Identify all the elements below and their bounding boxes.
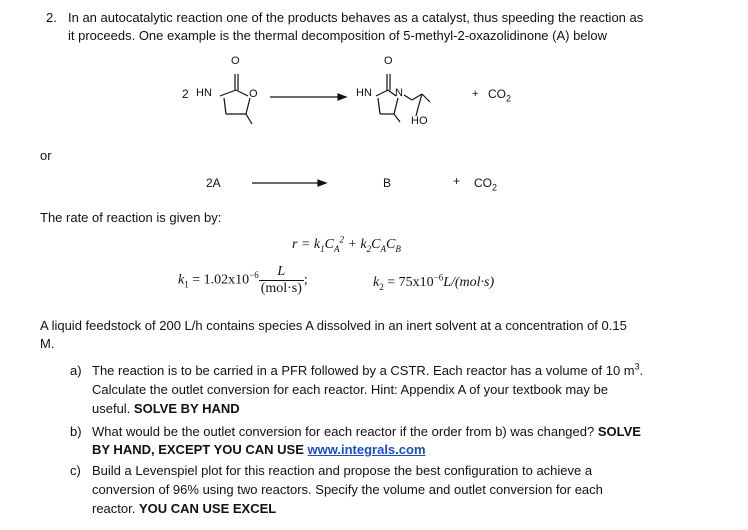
reaction-scheme-structures [0,52,748,142]
product-oh-label: HO [411,115,428,127]
integrals-link[interactable]: www.integrals.com [307,442,426,457]
part-a-line1: The reaction is to be carried in a PFR followed by a CSTR. Each reactor has a volume of 10 $m^3$. [92,361,644,378]
part-c-line2: conversion of 96% using two reactors. Specify the volume and outlet conversion for each [92,482,603,497]
feed-line2: M. [40,336,55,351]
part-c-line1: Build a Levenspiel plot for this reaction and propose the best configuration to achieve a [92,463,593,478]
stoich-coefficient: 2 [182,87,189,101]
reactant-nh-label: HN [196,87,212,99]
part-c-label: c) [70,463,81,478]
part-a-line3: useful. SOLVE BY HAND [92,401,240,416]
part-a-label: a) [70,363,82,378]
scheme1-co2: $CO_2$ [488,87,512,104]
product-nh-label: HN [356,87,372,99]
question-intro-line1: In an autocatalytic reaction one of the products behaves as a catalyst, thus speeding the reaction as [68,10,644,25]
scheme2-lhs: 2A [206,176,221,190]
reactant-ring-o-label: O [249,88,258,100]
question-number: 2. [46,10,57,25]
product-n-label: N [395,87,403,99]
k1-unit-fraction: $\frac{L}{\text{(mol·s)}}$ [260,264,302,296]
or-label: or [40,148,52,163]
rate-equation: $r = k_1C_A^2 + k_2C_AC_B$ [292,234,401,254]
reaction-arrow-2 [250,177,330,189]
feed-line1: A liquid feedstock of 200 L/h contains species A dissolved in an inert solvent at a concentration of 0.15 [40,318,627,333]
k2-constant: $k_2 = 75x10^{-6}L/(mol\cdot s)$ [373,272,495,292]
question-intro-line2: it proceeds. One example is the thermal decomposition of 5-methyl-2-oxazolidinone (A) below [68,28,608,43]
k1-constant: $k_1 = 1.02x10^{-6}$ $\frac{L}{\text{(mol·s)}}$ ; [178,264,308,296]
scheme2-rhs: B [383,176,392,190]
scheme2-co2: $CO_2$ [474,176,498,193]
reaction-arrow-1 [268,92,348,104]
part-b-line1: What would be the outlet conversion for each reactor if the order from b) was changed? SOLVE [92,424,641,439]
part-c-line3: reactor. YOU CAN USE EXCEL [92,501,277,516]
part-b-line2: BY HAND, EXCEPT YOU CAN USE www.integrals.com [92,442,426,457]
rate-intro: The rate of reaction is given by: [40,210,222,225]
product-carbonyl-o-label: O [384,55,393,67]
part-b-label: b) [70,424,82,439]
part-a-line2: Calculate the outlet conversion for each reactor. Hint: Appendix A of your textbook may be [92,382,608,397]
reactant-carbonyl-o-label: O [231,55,240,67]
scheme1-plus: + [472,88,479,100]
scheme2-plus: + [453,174,461,188]
product-structure [360,62,450,132]
